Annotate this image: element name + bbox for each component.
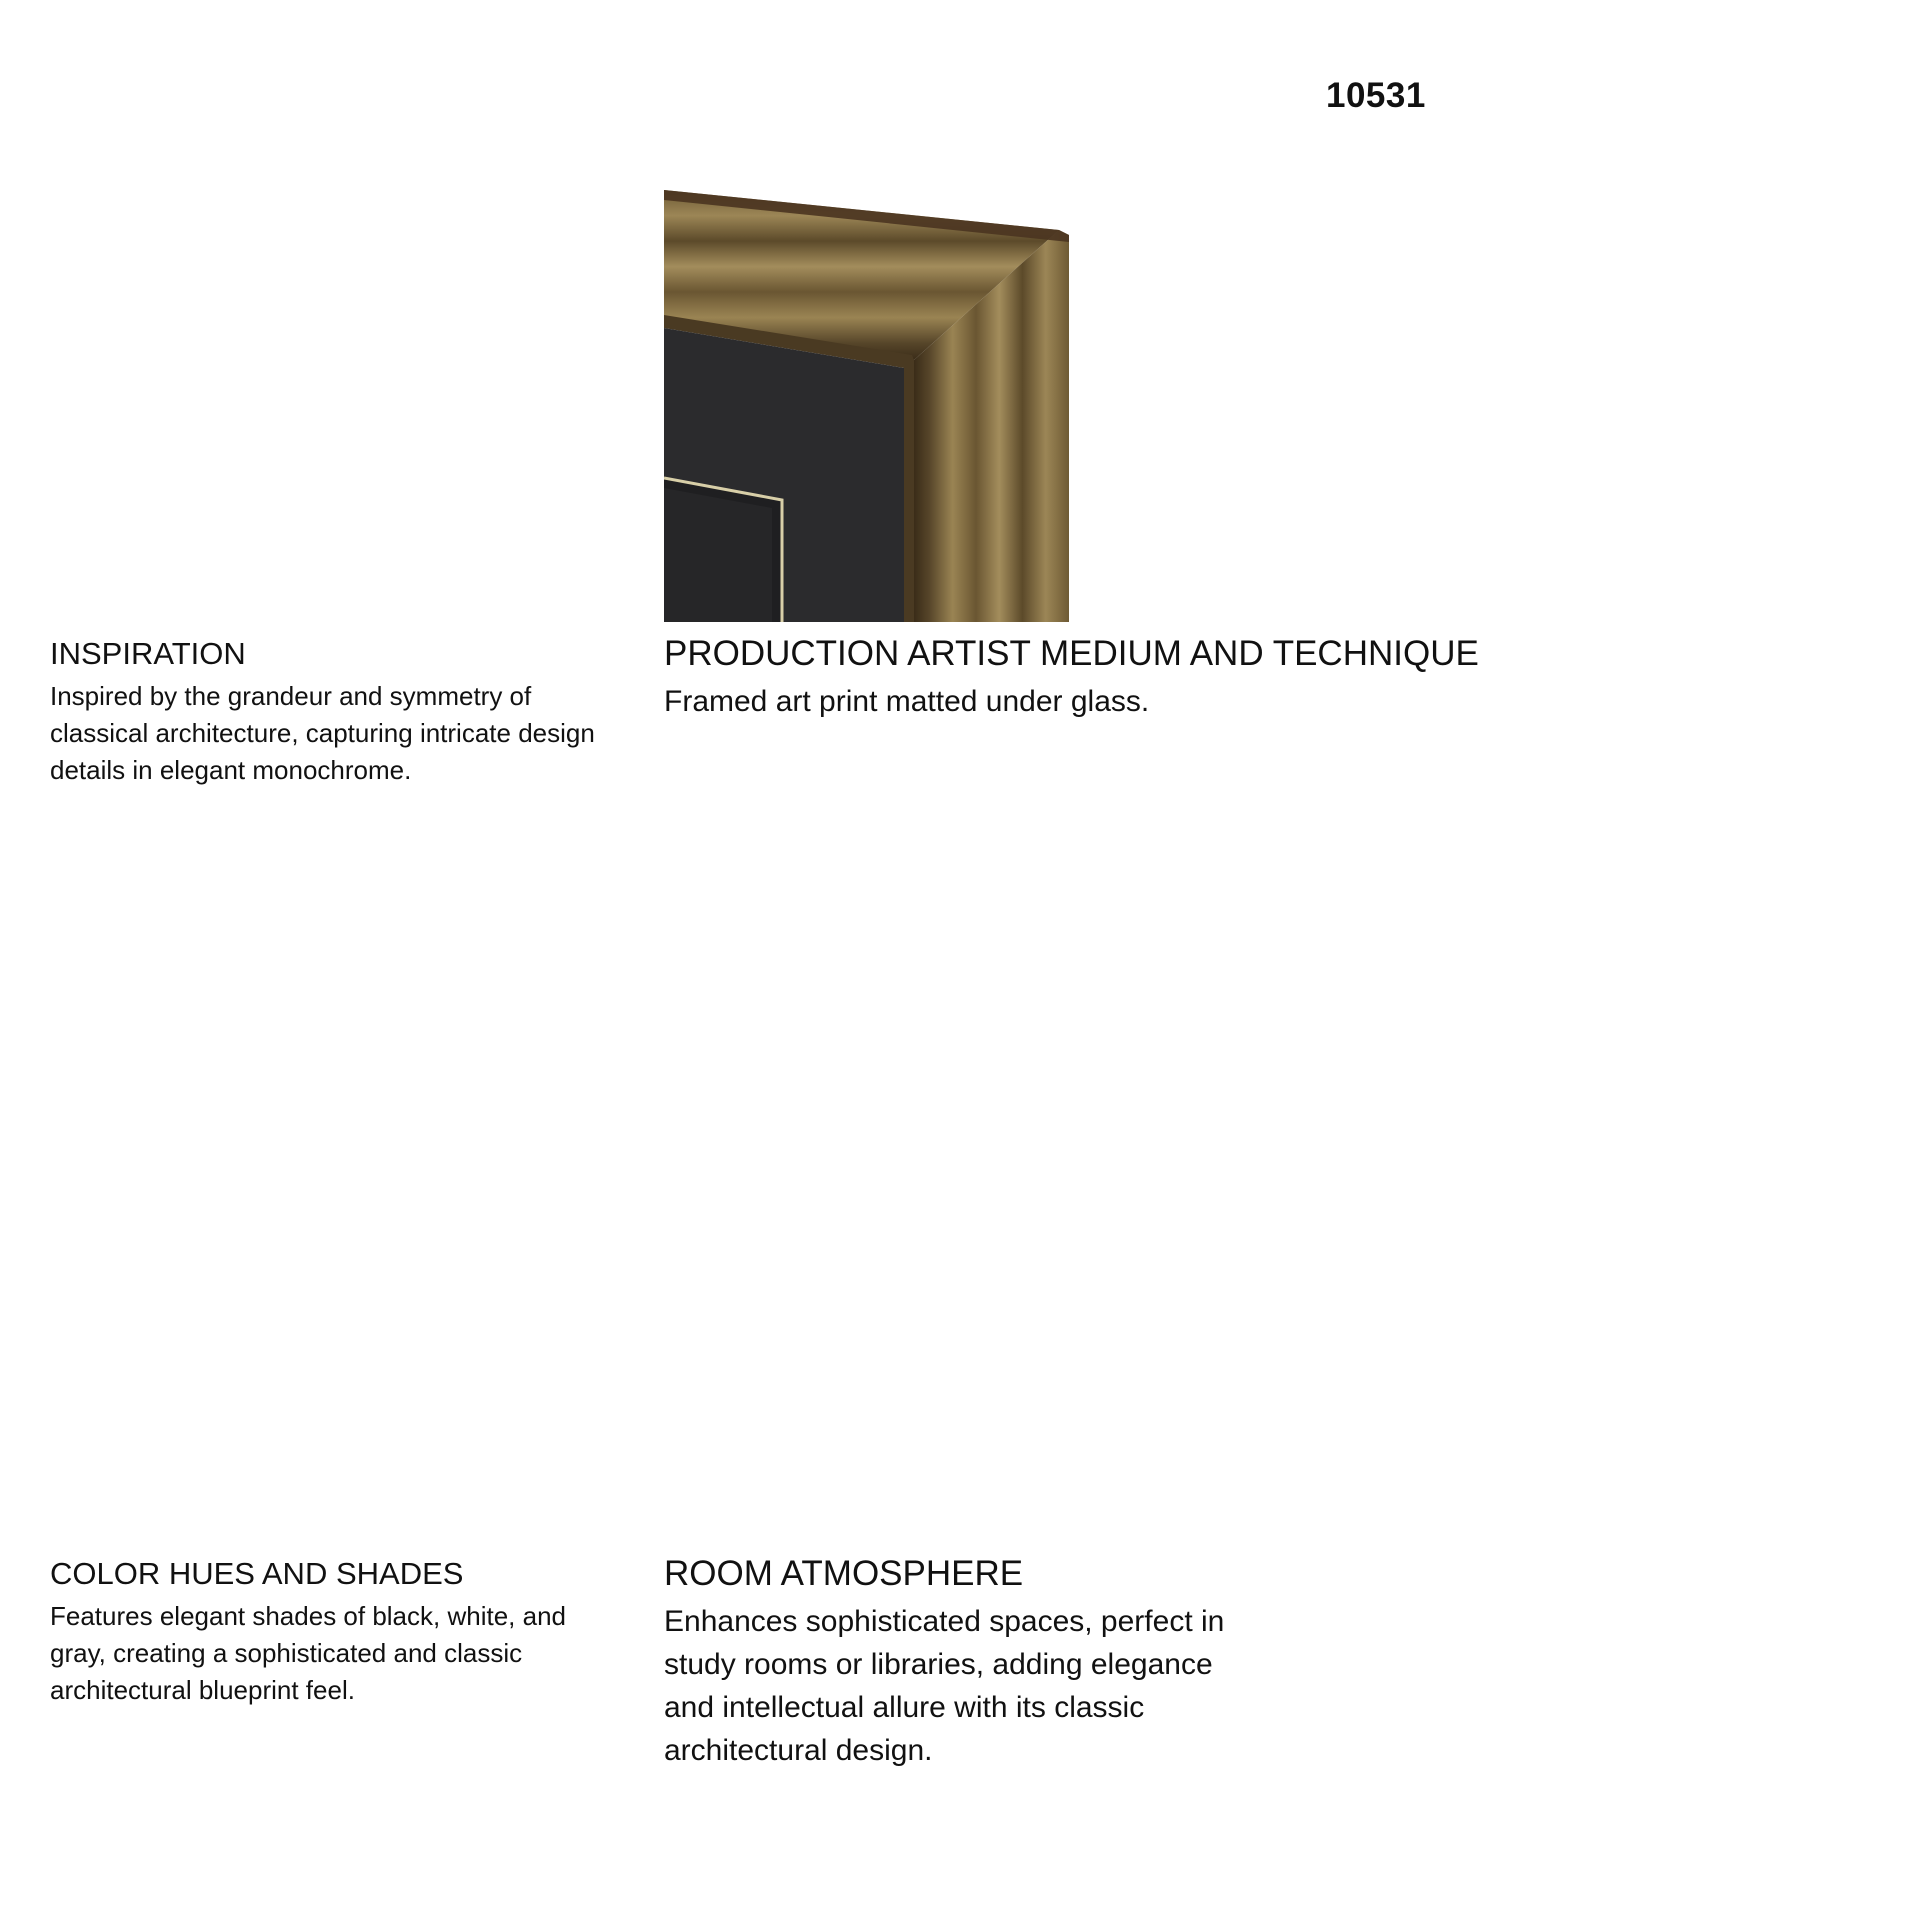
inspiration-heading: INSPIRATION [50, 636, 246, 671]
inspiration-text: Inspired by the grandeur and symmetry of classical architecture, capturing intricate design details in elegant monochrome. [50, 681, 595, 785]
atmosphere-heading: ROOM ATMOSPHERE [664, 1554, 1024, 1593]
inspiration-section [50, 636, 620, 789]
frame-corner-image [664, 190, 1074, 622]
atmosphere-section [664, 1554, 1244, 1772]
production-heading: PRODUCTION ARTIST MEDIUM AND TECHNIQUE [664, 634, 1479, 673]
color-section [50, 1556, 620, 1709]
product-code: 10531 [1326, 76, 1426, 115]
production-section [664, 634, 1664, 723]
production-text: Framed art print matted under glass. [664, 685, 1150, 718]
color-heading: COLOR HUES AND SHADES [50, 1556, 464, 1591]
atmosphere-text: Enhances sophisticated spaces, perfect in study rooms or libraries, adding elegance and intellectual allure with its classic architectural design. [664, 1605, 1225, 1767]
color-text: Features elegant shades of black, white, and gray, creating a sophisticated and classic architectural blueprint feel. [50, 1601, 566, 1705]
